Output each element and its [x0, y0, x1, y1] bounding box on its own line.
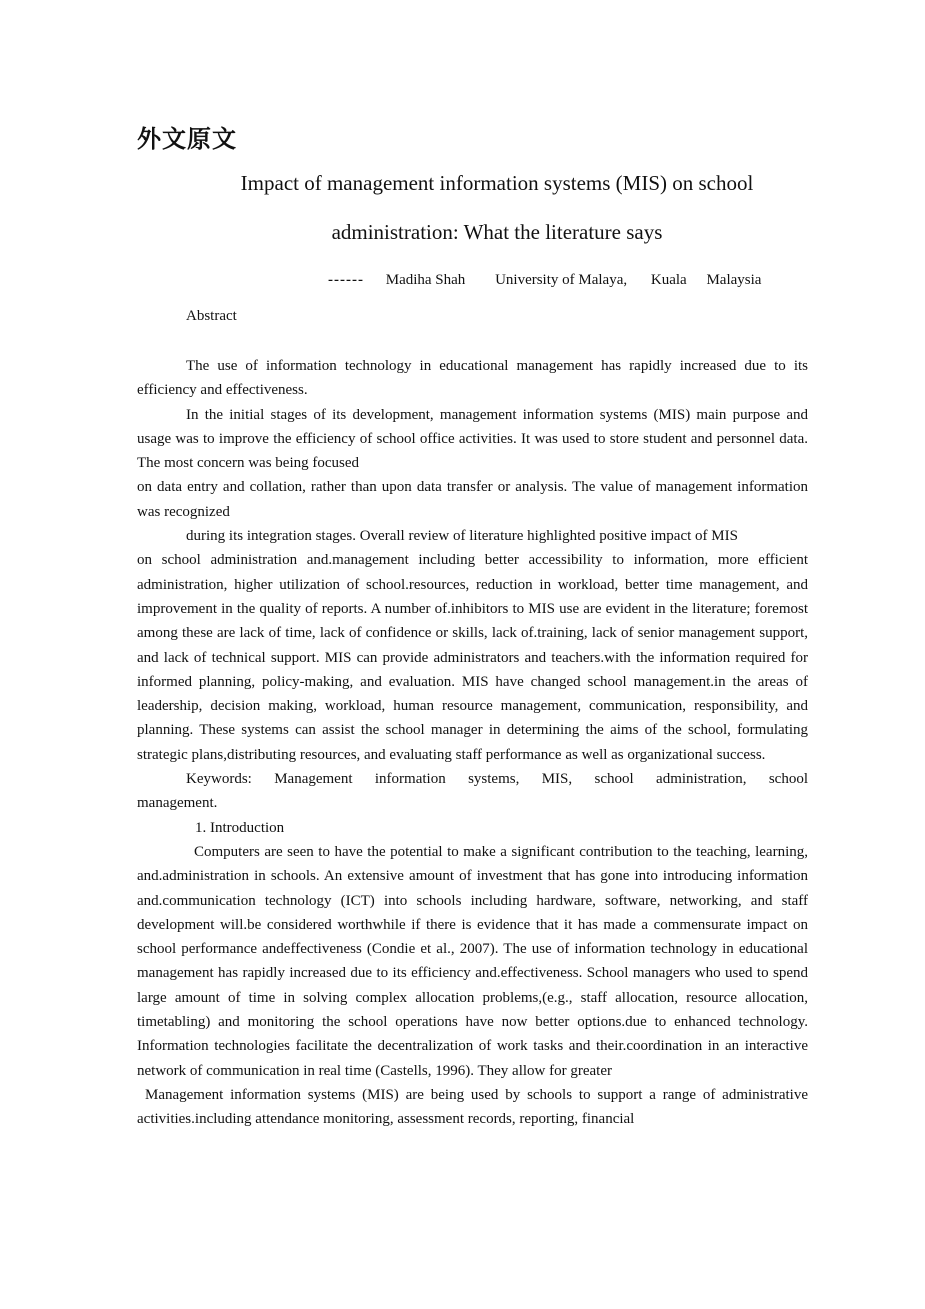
author-dashes: ------ — [328, 272, 364, 288]
paragraph: In the initial stages of its development, management information systems (MIS) main purpose and usage was to improve the efficiency of school office activities. It was used to store student and personnel data. The most concern was being focused — [137, 406, 808, 472]
introduction-heading: 1. Introduction — [195, 819, 285, 836]
paragraph: on school administration and.management including better accessibility to information, more efficient administration, higher utilization of school.resources, reduction in workload, better time management, and improvement in the quality of reports. A number of.inhibitors to MIS use are evident in the literature; foremost among these are lack of time, lack of confidence or skills, lack of.training, lack of senior management support, and lack of technical support. MIS can provide administrators and teachers.with the information required for informed planning, policy-making, and evaluation. MIS have changed school management.in the areas of leadership, decision making, workload, human resource management, communication, responsibility, and planning. These systems can assist the school manager in determining the aims of the school, formulating strategic plans,distributing resources, and evaluating staff performance as well as organizational success. — [137, 552, 808, 763]
abstract-label: Abstract — [186, 308, 237, 324]
paragraph: on data entry and collation, rather than upon data transfer or analysis. The value of management information was recognized — [137, 479, 808, 520]
author-country: Malaysia — [706, 272, 762, 288]
author-city: Kuala — [650, 272, 687, 288]
paragraph: Computers are seen to have the potential to make a significant contribution to the teaching, learning, and.administration in schools. An extensive amount of investment that has gone into introducing information and.communication technology (ICT) into schools including hardware, software, networking, and staff development will.be considered worthwhile if there is evidence that it has made a commensurate impact on school performance andeffectiveness (Condie et al., 2007). The use of information technology in educational management has rapidly increased due to its efficiency and.effectiveness. School managers who used to spend large amount of time in solving complex allocation problems,(e.g., staff allocation, resource allocation, timetabling) and monitoring the school operations have now better options.due to enhanced technology. Information technologies facilitate the decentralization of work tasks and their.coordination in an interactive network of communication in real time (Castells, 1996). They allow for greater — [137, 843, 808, 1079]
paragraph: during its integration stages. Overall review of literature highlighted positive impact of MIS — [186, 528, 738, 545]
keywords: Keywords: Management information systems, MIS, school administration, school management. — [137, 771, 808, 812]
author-line — [328, 272, 761, 289]
section-heading: 外文原文 — [137, 124, 237, 153]
paper-title-line-2: administration: What the literature says — [331, 220, 663, 244]
document-body — [137, 354, 808, 1132]
paragraph: The use of information technology in educational management has rapidly increased due to its efficiency and effectiveness. — [137, 358, 808, 399]
paragraph: Management information systems (MIS) are being used by schools to support a range of administrative activities.including attendance monitoring, assessment records, reporting, financial — [137, 1086, 808, 1128]
paper-title-line-1: Impact of management information systems (MIS) on school — [240, 171, 754, 195]
author-affiliation: University of Malaya, — [495, 272, 628, 288]
author-name: Madiha Shah — [385, 272, 466, 288]
